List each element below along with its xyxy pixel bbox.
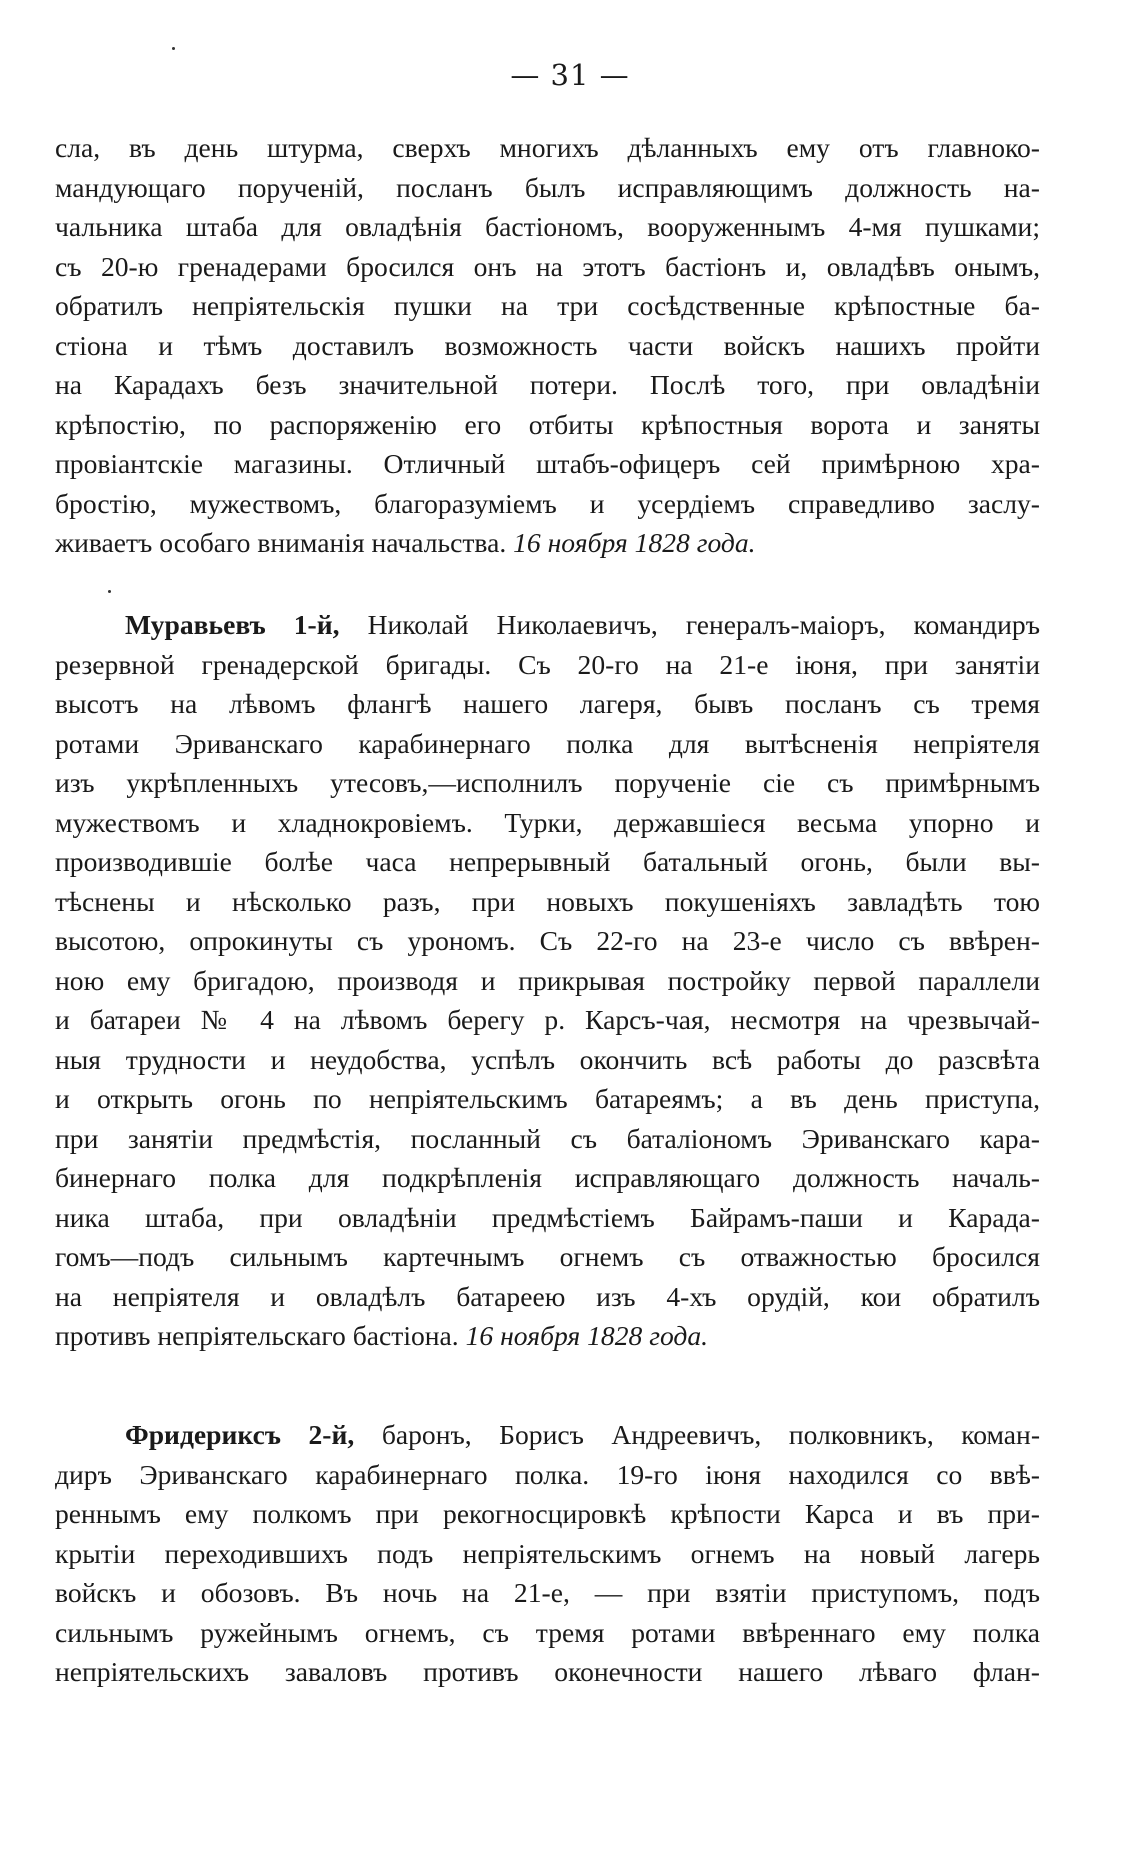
line-text: противъ непріятельскаго бастіона. [55, 1320, 459, 1351]
line-text: живаетъ особаго вниманія начальства. [55, 527, 507, 558]
date-text: 16 ноября 1828 года. [513, 527, 756, 558]
text-line-first [55, 1415, 1040, 1455]
text-line: гомъ—подъ сильнымъ картечнымъ огнемъ съ отважностью бросился [55, 1241, 1040, 1272]
text-line: ныя трудности и неудобства, успѣлъ окончить всѣ работы до разсвѣта [55, 1043, 1040, 1075]
text-line: войскъ и обозовъ. Въ ночь на 21-е, — при взятіи приступомъ, подъ [55, 1577, 1040, 1608]
text-line: и открыть огонь по непріятельскимъ батареямъ; а въ день приступа, [55, 1083, 1040, 1114]
line-text: Николай Николаевичъ, генералъ-маіоръ, командиръ [367, 609, 1040, 640]
text-line-last [55, 523, 1040, 563]
text-line: ника штаба, при овладѣніи предмѣстіемъ Байрамъ-паши и Карада- [55, 1201, 1040, 1233]
text-line: высотою, опрокинуты съ урономъ. Съ 22-го на 23-е число съ ввѣрен- [55, 925, 1040, 956]
text-line: производившіе болѣе часа непрерывный батальный огонь, были вы- [55, 846, 1040, 877]
text-line: бростію, мужествомъ, благоразуміемъ и усердіемъ справедливо заслу- [55, 487, 1040, 519]
speck-mark [108, 590, 111, 593]
speck-mark [172, 47, 175, 50]
text-line: крѣпостію, по распоряженію его отбиты крѣпостныя ворота и заняты [55, 408, 1040, 440]
text-line: при занятіи предмѣстія, посланный съ баталіономъ Эриванскаго кара- [55, 1122, 1040, 1154]
person-name: Муравьевъ 1-й, [125, 609, 340, 640]
text-line: бинернаго полка для подкрѣпленія исправляющаго должность началь- [55, 1162, 1040, 1193]
text-line: ротами Эриванскаго карабинернаго полка для вытѣсненія непріятеля [55, 727, 1040, 759]
text-line: ною ему бригадою, производя и прикрывая постройку первой параллели [55, 964, 1040, 996]
line-text: баронъ, Борисъ Андреевичъ, полковникъ, коман- [381, 1419, 1040, 1450]
text-line: крытіи переходившихъ подъ непріятельскимъ огнемъ на новый лагерь [55, 1537, 1040, 1569]
date-text: 16 ноября 1828 года. [465, 1320, 709, 1351]
text-line: непріятельскихъ заваловъ противъ оконечности нашего лѣваго флан- [55, 1656, 1040, 1687]
text-line: мужествомъ и хладнокровіемъ. Турки, державшіеся весьма упорно и [55, 806, 1040, 838]
text-line: высотъ на лѣвомъ флангѣ нашего лагеря, бывъ посланъ съ тремя [55, 688, 1040, 719]
text-line: стіона и тѣмъ доставилъ возможность части войскъ нашихъ пройти [55, 329, 1040, 361]
text-line: обратилъ непріятельскія пушки на три сосѣдственные крѣпостные ба- [55, 290, 1040, 321]
text-line: диръ Эриванскаго карабинернаго полка. 19-го іюня находился со ввѣ- [55, 1458, 1040, 1490]
paragraph-1 [55, 128, 1040, 563]
paragraph-3 [55, 1415, 1040, 1692]
text-line: тѣснены и нѣсколько разъ, при новыхъ покушеніяхъ завладѣть тою [55, 885, 1040, 917]
paragraph-2 [55, 605, 1040, 1356]
text-line: на Карадахъ безъ значительной потери. Послѣ того, при овладѣніи [55, 369, 1040, 400]
text-line: мандующаго порученій, посланъ былъ исправляющимъ должность на- [55, 171, 1040, 203]
page-number: — 31 — [510, 58, 630, 92]
text-line-first [55, 605, 1040, 645]
text-line: и батареи № 4 на лѣвомъ берегу р. Карсъ-чая, несмотря на чрезвычай- [55, 1004, 1040, 1035]
text-line: съ 20-ю гренадерами бросился онъ на этотъ бастіонъ и, овладѣвъ онымъ, [55, 250, 1040, 282]
text-line: сильнымъ ружейнымъ огнемъ, съ тремя ротами ввѣреннаго ему полка [55, 1616, 1040, 1648]
text-line: реннымъ ему полкомъ при рекогносцировкѣ крѣпости Карса и въ при- [55, 1498, 1040, 1529]
text-line: изъ укрѣпленныхъ утесовъ,—исполнилъ порученіе сіе съ примѣрнымъ [55, 767, 1040, 798]
text-line-last [55, 1316, 1040, 1356]
text-line: чальника штаба для овладѣнія бастіономъ, вооруженнымъ 4-мя пушками; [55, 211, 1040, 242]
text-line: на непріятеля и овладѣлъ батареею изъ 4-хъ орудій, кои обратилъ [55, 1280, 1040, 1312]
person-name: Фридериксъ 2-й, [125, 1419, 355, 1450]
text-line: провіантскіе магазины. Отличный штабъ-офицеръ сей примѣрною хра- [55, 448, 1040, 479]
text-line: сла, въ день штурма, сверхъ многихъ дѣланныхъ ему отъ главноко- [55, 132, 1040, 163]
text-line: резервной гренадерской бригады. Съ 20-го на 21-е іюня, при занятіи [55, 648, 1040, 680]
